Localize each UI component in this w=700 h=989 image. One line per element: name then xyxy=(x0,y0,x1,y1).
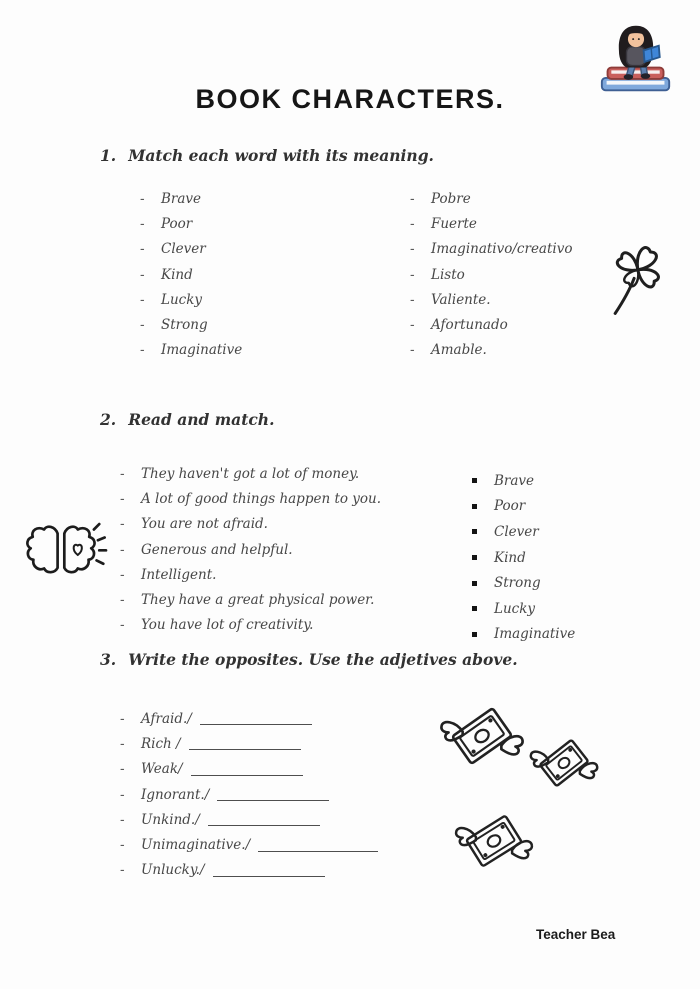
match-description[interactable]: - Intelligent. xyxy=(120,562,381,587)
exercise3-opposites-list xyxy=(120,706,378,883)
dash-marker xyxy=(120,567,126,583)
square-bullet xyxy=(472,632,477,637)
dash-marker xyxy=(410,292,416,308)
match-word-english[interactable]: - Clever xyxy=(140,237,242,262)
opposite-row: - Rich / xyxy=(120,731,378,756)
dash-marker xyxy=(120,617,126,633)
dash-marker xyxy=(140,241,146,257)
exercise2-description-list xyxy=(120,461,381,638)
exercise2-heading xyxy=(100,410,274,429)
dash-marker xyxy=(120,862,126,878)
match-adjective[interactable]: Imaginative xyxy=(472,622,575,648)
clover-icon xyxy=(593,231,679,321)
match-word-spanish[interactable]: - Valiente. xyxy=(410,287,572,312)
dash-marker xyxy=(410,342,416,358)
match-word-english[interactable]: - Poor xyxy=(140,211,242,236)
match-description[interactable]: - They have a great physical power. xyxy=(120,587,381,612)
dash-marker xyxy=(120,736,126,752)
dash-marker xyxy=(120,516,126,532)
match-adjective[interactable]: Clever xyxy=(472,519,575,545)
dash-marker xyxy=(140,292,146,308)
opposite-row: - Ignorant./ xyxy=(120,782,378,807)
opposite-row: - Afraid./ xyxy=(120,706,378,731)
answer-blank[interactable] xyxy=(217,788,329,801)
dash-marker xyxy=(410,317,416,333)
dash-marker xyxy=(410,191,416,207)
match-description[interactable]: - You have lot of creativity. xyxy=(120,613,381,638)
square-bullet xyxy=(472,529,477,534)
dash-marker xyxy=(140,267,146,283)
dash-marker xyxy=(120,837,126,853)
match-adjective[interactable]: Brave xyxy=(472,468,575,494)
dash-marker xyxy=(140,191,146,207)
answer-blank[interactable] xyxy=(200,712,312,725)
dash-marker xyxy=(120,466,126,482)
dash-marker xyxy=(120,592,126,608)
opposite-row: - Unkind./ xyxy=(120,807,378,832)
exercise3-number: 3. xyxy=(100,650,117,669)
match-word-spanish[interactable]: - Fuerte xyxy=(410,211,572,236)
match-word-spanish[interactable]: - Pobre xyxy=(410,186,572,211)
exercise1-heading xyxy=(100,146,434,165)
flying-money-icon xyxy=(438,696,526,776)
answer-blank[interactable] xyxy=(258,839,378,852)
dash-marker xyxy=(120,787,126,803)
dash-marker xyxy=(140,216,146,232)
match-word-spanish[interactable]: - Listo xyxy=(410,262,572,287)
square-bullet xyxy=(472,555,477,560)
answer-blank[interactable] xyxy=(208,813,320,826)
match-word-spanish[interactable]: - Imaginativo/creativo xyxy=(410,237,572,262)
dash-marker xyxy=(120,542,126,558)
footer-signature: Teacher Bea xyxy=(536,927,616,942)
square-bullet xyxy=(472,504,477,509)
opposite-row: - Unlucky./ xyxy=(120,858,378,883)
opposite-row: - Unimaginative./ xyxy=(120,832,378,857)
exercise3-prompt: Write the opposites. Use the adjetives above. xyxy=(128,650,518,669)
exercise1-prompt: Match each word with its meaning. xyxy=(128,146,434,165)
flying-money-icon xyxy=(450,804,538,878)
opposite-row: - Weak/ xyxy=(120,757,378,782)
match-word-english[interactable]: - Imaginative xyxy=(140,338,242,363)
match-adjective[interactable]: Lucky xyxy=(472,596,575,622)
exercise2-adjective-list xyxy=(472,468,575,647)
match-word-english[interactable]: - Brave xyxy=(140,186,242,211)
match-description[interactable]: - They haven't got a lot of money. xyxy=(120,461,381,486)
answer-blank[interactable] xyxy=(213,864,325,877)
exercise2-prompt: Read and match. xyxy=(128,410,275,429)
square-bullet xyxy=(472,581,477,586)
square-bullet xyxy=(472,606,477,611)
answer-blank[interactable] xyxy=(189,737,301,750)
match-adjective[interactable]: Strong xyxy=(472,570,575,596)
match-word-spanish[interactable]: - Amable. xyxy=(410,338,572,363)
exercise2-number: 2. xyxy=(100,410,117,429)
match-description[interactable]: - A lot of good things happen to you. xyxy=(120,486,381,511)
page-title: BOOK CHARACTERS. xyxy=(195,84,505,114)
match-word-spanish[interactable]: - Afortunado xyxy=(410,312,572,337)
brain-heart-icon xyxy=(24,514,108,590)
dash-marker xyxy=(120,711,126,727)
answer-blank[interactable] xyxy=(191,763,303,776)
match-adjective[interactable]: Poor xyxy=(472,494,575,520)
exercise1-spanish-word-list xyxy=(410,186,572,363)
square-bullet xyxy=(472,478,477,483)
match-word-english[interactable]: - Lucky xyxy=(140,287,242,312)
dash-marker xyxy=(120,812,126,828)
dash-marker xyxy=(140,317,146,333)
exercise3-heading xyxy=(100,650,518,669)
match-word-english[interactable]: - Kind xyxy=(140,262,242,287)
match-word-english[interactable]: - Strong xyxy=(140,312,242,337)
flying-money-icon xyxy=(528,730,600,796)
dash-marker xyxy=(120,761,126,777)
dash-marker xyxy=(410,241,416,257)
match-description[interactable]: - Generous and helpful. xyxy=(120,537,381,562)
dash-marker xyxy=(410,267,416,283)
exercise1-number: 1. xyxy=(100,146,117,165)
match-description[interactable]: - You are not afraid. xyxy=(120,512,381,537)
match-adjective[interactable]: Kind xyxy=(472,545,575,571)
dash-marker xyxy=(410,216,416,232)
dash-marker xyxy=(120,491,126,507)
exercise1-english-word-list xyxy=(140,186,242,363)
dash-marker xyxy=(140,342,146,358)
